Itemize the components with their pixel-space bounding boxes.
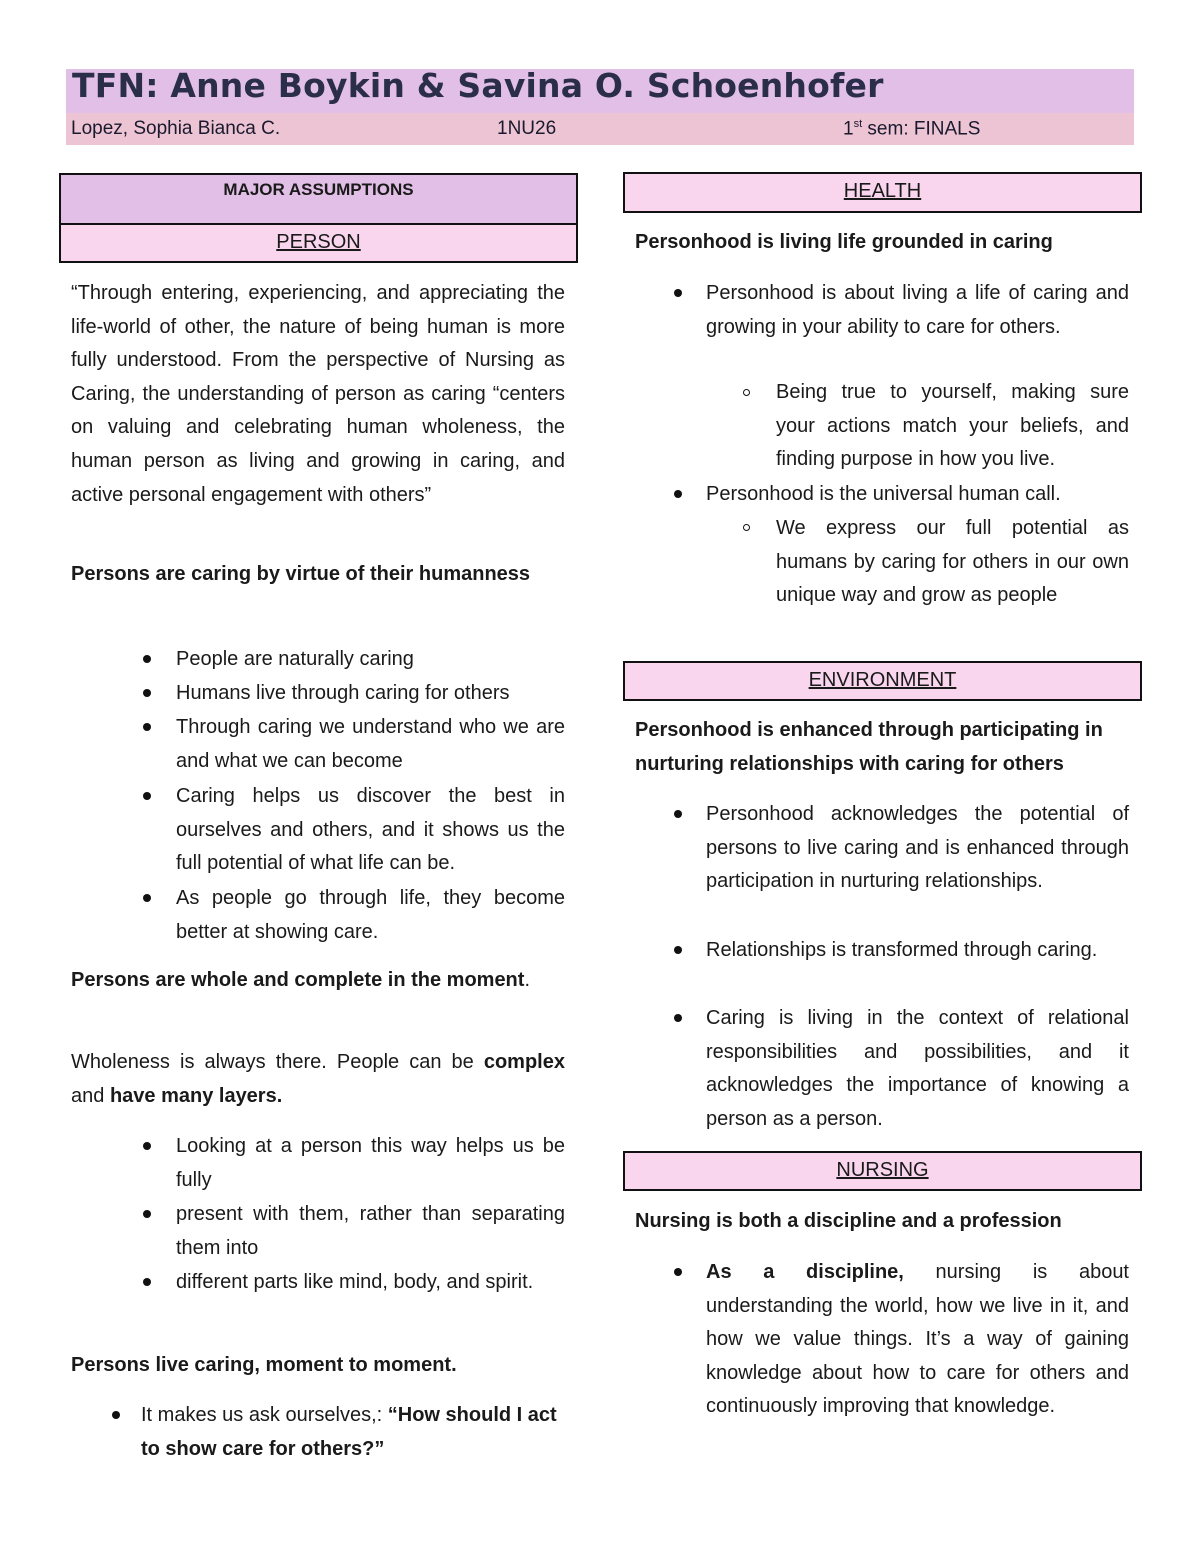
environment-bullet-1: Personhood acknowledges the potential of persons to live caring and is enhanced through participation in nurturing relationships. — [706, 803, 1129, 893]
nursing-bullet-1 — [706, 1256, 1129, 1424]
semester-label — [843, 118, 980, 140]
wholeness-layers: have many layers. — [109, 1084, 283, 1107]
list-item: different parts like mind, body, and spirit. — [176, 1271, 534, 1293]
list-item: Humans live through caring for others — [176, 682, 510, 704]
environment-lead: Personhood is enhanced through participating in nurturing relationships with caring for others — [635, 719, 1103, 775]
bullet-dot — [143, 723, 151, 731]
wholeness-and: and — [71, 1084, 110, 1107]
bullet-dot — [674, 946, 682, 954]
major-assumptions-header: MAJOR ASSUMPTIONS — [59, 173, 578, 225]
list-item: present with them, rather than separating them into — [176, 1203, 565, 1259]
list-item: Caring helps us discover the best in ourselves and others, and it shows us the full potential of what life can be. — [176, 785, 565, 875]
bullet-dot — [143, 1278, 151, 1286]
list-item: Through caring we understand who we are and what we can become — [176, 716, 565, 772]
bullet-dot — [143, 1142, 151, 1150]
whole-heading-period: . — [524, 969, 530, 991]
wholeness-complex: complex — [483, 1051, 565, 1073]
environment-bullet-3: Caring is living in the context of relational responsibilities and possibilities, and it acknowledges the importance of knowing a person as a person. — [706, 1007, 1129, 1130]
bullet-dot — [112, 1411, 120, 1419]
bullet-dot — [143, 894, 151, 902]
health-lead: Personhood is living life grounded in caring — [635, 231, 1053, 253]
bullet-dot — [674, 810, 682, 818]
health-bullet-1: Personhood is about living a life of caring and growing in your ability to care for others. — [706, 282, 1129, 338]
bullet-dot — [674, 1268, 682, 1276]
whole-heading — [71, 964, 565, 998]
moment-bullet-text: It makes us ask ourselves,: — [141, 1404, 388, 1426]
bullet-dot — [143, 655, 151, 663]
environment-heading: ENVIRONMENT — [623, 661, 1142, 701]
semester-ordinal: st — [853, 118, 863, 130]
wholeness-paragraph — [71, 1046, 565, 1113]
bullet-dot — [674, 490, 682, 498]
wholeness-text: Wholeness is always there. People can be — [71, 1051, 474, 1073]
bullet-dot — [674, 1014, 682, 1022]
moment-bullet-question: “How should I act to show care for others?” — [141, 1404, 557, 1460]
document-title: TFN: Anne Boykin & Savina O. Schoenhofer — [72, 66, 884, 105]
environment-bullet-2: Relationships is transformed through caring. — [706, 939, 1098, 961]
sub-bullet-circle — [743, 389, 750, 396]
caring-heading: Persons are caring by virtue of their humanness — [71, 563, 531, 585]
health-sub-bullet-1: Being true to yourself, making sure your actions match your beliefs, and finding purpose in how you live. — [776, 381, 1129, 471]
nursing-bullet-bold: As a discipline, — [706, 1261, 904, 1283]
list-item: As people go through life, they become better at showing care. — [176, 887, 565, 943]
health-bullet-2: Personhood is the universal human call. — [706, 483, 1061, 505]
sub-bullet-circle — [743, 524, 750, 531]
student-name: Lopez, Sophia Bianca C. — [71, 118, 281, 139]
semester-number: 1 — [843, 118, 854, 140]
person-quote: “Through entering, experiencing, and appreciating the life-world of other, the nature of being human is more fully understood. From the perspective of Nursing as Caring, the understanding of person as caring “centers on valuing and celebrating human wholeness, the human person as living and growing in caring, and active personal engagement with others” — [71, 282, 565, 506]
moment-heading: Persons live caring, moment to moment. — [71, 1354, 457, 1376]
bullet-dot — [143, 1210, 151, 1218]
nursing-heading: NURSING — [623, 1151, 1142, 1191]
nursing-bullet-text: nursing is about understanding the world, how we live in it, and how we value things. It’s a way of gaining knowledge about how to care for others and continuously improving that knowledge. — [706, 1261, 1129, 1418]
health-sub-bullet-2: We express our full potential as humans by caring for others in our own unique way and grow as people — [776, 517, 1129, 607]
person-heading: PERSON — [59, 223, 578, 263]
moment-bullet — [141, 1399, 567, 1466]
bullet-dot — [143, 792, 151, 800]
health-heading: HEALTH — [623, 172, 1142, 213]
nursing-lead: Nursing is both a discipline and a profession — [635, 1210, 1062, 1232]
whole-heading-text: Persons are whole and complete in the moment — [71, 969, 525, 991]
semester-text: sem: FINALS — [862, 118, 981, 140]
list-item: People are naturally caring — [176, 648, 414, 670]
bullet-dot — [674, 289, 682, 297]
list-item: Looking at a person this way helps us be fully — [176, 1135, 565, 1191]
section-code: 1NU26 — [497, 118, 557, 139]
bullet-dot — [143, 689, 151, 697]
